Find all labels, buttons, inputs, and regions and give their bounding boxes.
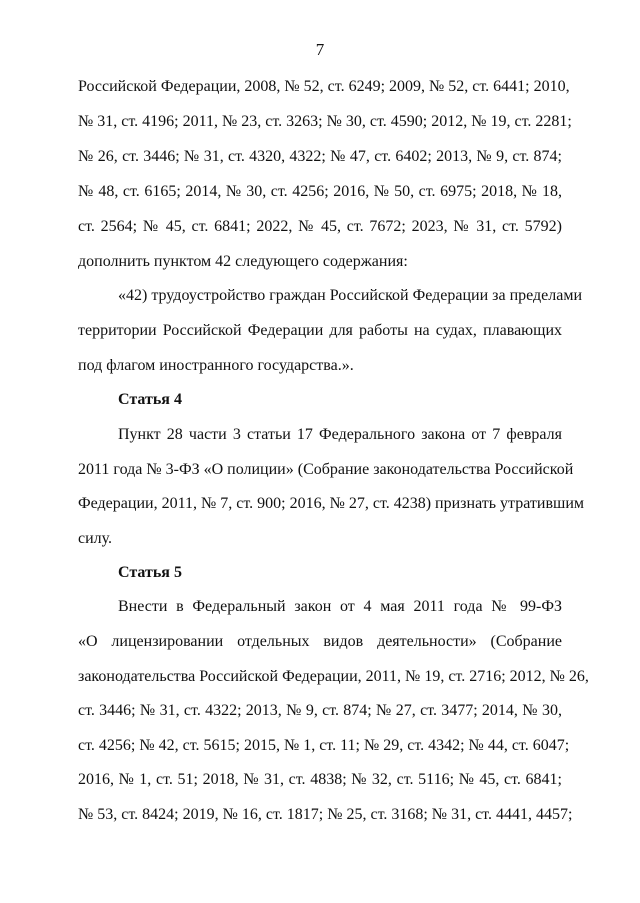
text-line: ст. 2564; № 45, ст. 6841; 2022, № 45, ст. 7672; 2023, № 31, ст. 5792) <box>78 218 562 235</box>
text-line: дополнить пунктом 42 следующего содержания: <box>78 253 408 270</box>
text-line: законодательства Российской Федерации, 2011, № 19, ст. 2716; 2012, № 26, <box>78 668 589 685</box>
text-line: № 31, ст. 4196; 2011, № 23, ст. 3263; № 30, ст. 4590; 2012, № 19, ст. 2281; <box>78 113 572 130</box>
text-line: ст. 4256; № 42, ст. 5615; 2015, № 1, ст. 11; № 29, ст. 4342; № 44, ст. 6047; <box>78 737 570 754</box>
text-line: № 53, ст. 8424; 2019, № 16, ст. 1817; № 25, ст. 3168; № 31, ст. 4441, 4457; <box>78 806 573 823</box>
text-line: № 26, ст. 3446; № 31, ст. 4320, 4322; № 47, ст. 6402; 2013, № 9, ст. 874; <box>78 148 562 165</box>
article-5-heading: Статья 5 <box>118 564 182 581</box>
text-line: № 48, ст. 6165; 2014, № 30, ст. 4256; 2016, № 50, ст. 6975; 2018, № 18, <box>78 183 562 200</box>
text-line: Пункт 28 части 3 статьи 17 Федерального закона от 7 февраля <box>118 426 562 443</box>
page-number: 7 <box>315 40 325 59</box>
article-4-heading: Статья 4 <box>118 391 182 408</box>
quote-line: территории Российской Федерации для работы на судах, плавающих <box>78 322 562 339</box>
text-line: силу. <box>78 530 113 547</box>
text-line: 2011 года № 3-ФЗ «О полиции» (Собрание законодательства Российской <box>78 461 574 478</box>
text-line: 2016, № 1, ст. 51; 2018, № 31, ст. 4838; № 32, ст. 5116; № 45, ст. 6841; <box>78 771 562 788</box>
text-line: ст. 3446; № 31, ст. 4322; 2013, № 9, ст. 874; № 27, ст. 3477; 2014, № 30, <box>78 702 562 719</box>
text-line: «О лицензировании отдельных видов деятельности» (Собрание <box>78 633 562 650</box>
quote-line: под флагом иностранного государства.». <box>78 357 354 374</box>
quote-line: «42) трудоустройство граждан Российской Федерации за пределами <box>118 287 583 304</box>
text-line: Российской Федерации, 2008, № 52, ст. 6249; 2009, № 52, ст. 6441; 2010, <box>78 78 570 95</box>
text-line: Федерации, 2011, № 7, ст. 900; 2016, № 27, ст. 4238) признать утратившим <box>78 495 585 512</box>
text-line: Внести в Федеральный закон от 4 мая 2011 года № 99-ФЗ <box>118 598 562 615</box>
